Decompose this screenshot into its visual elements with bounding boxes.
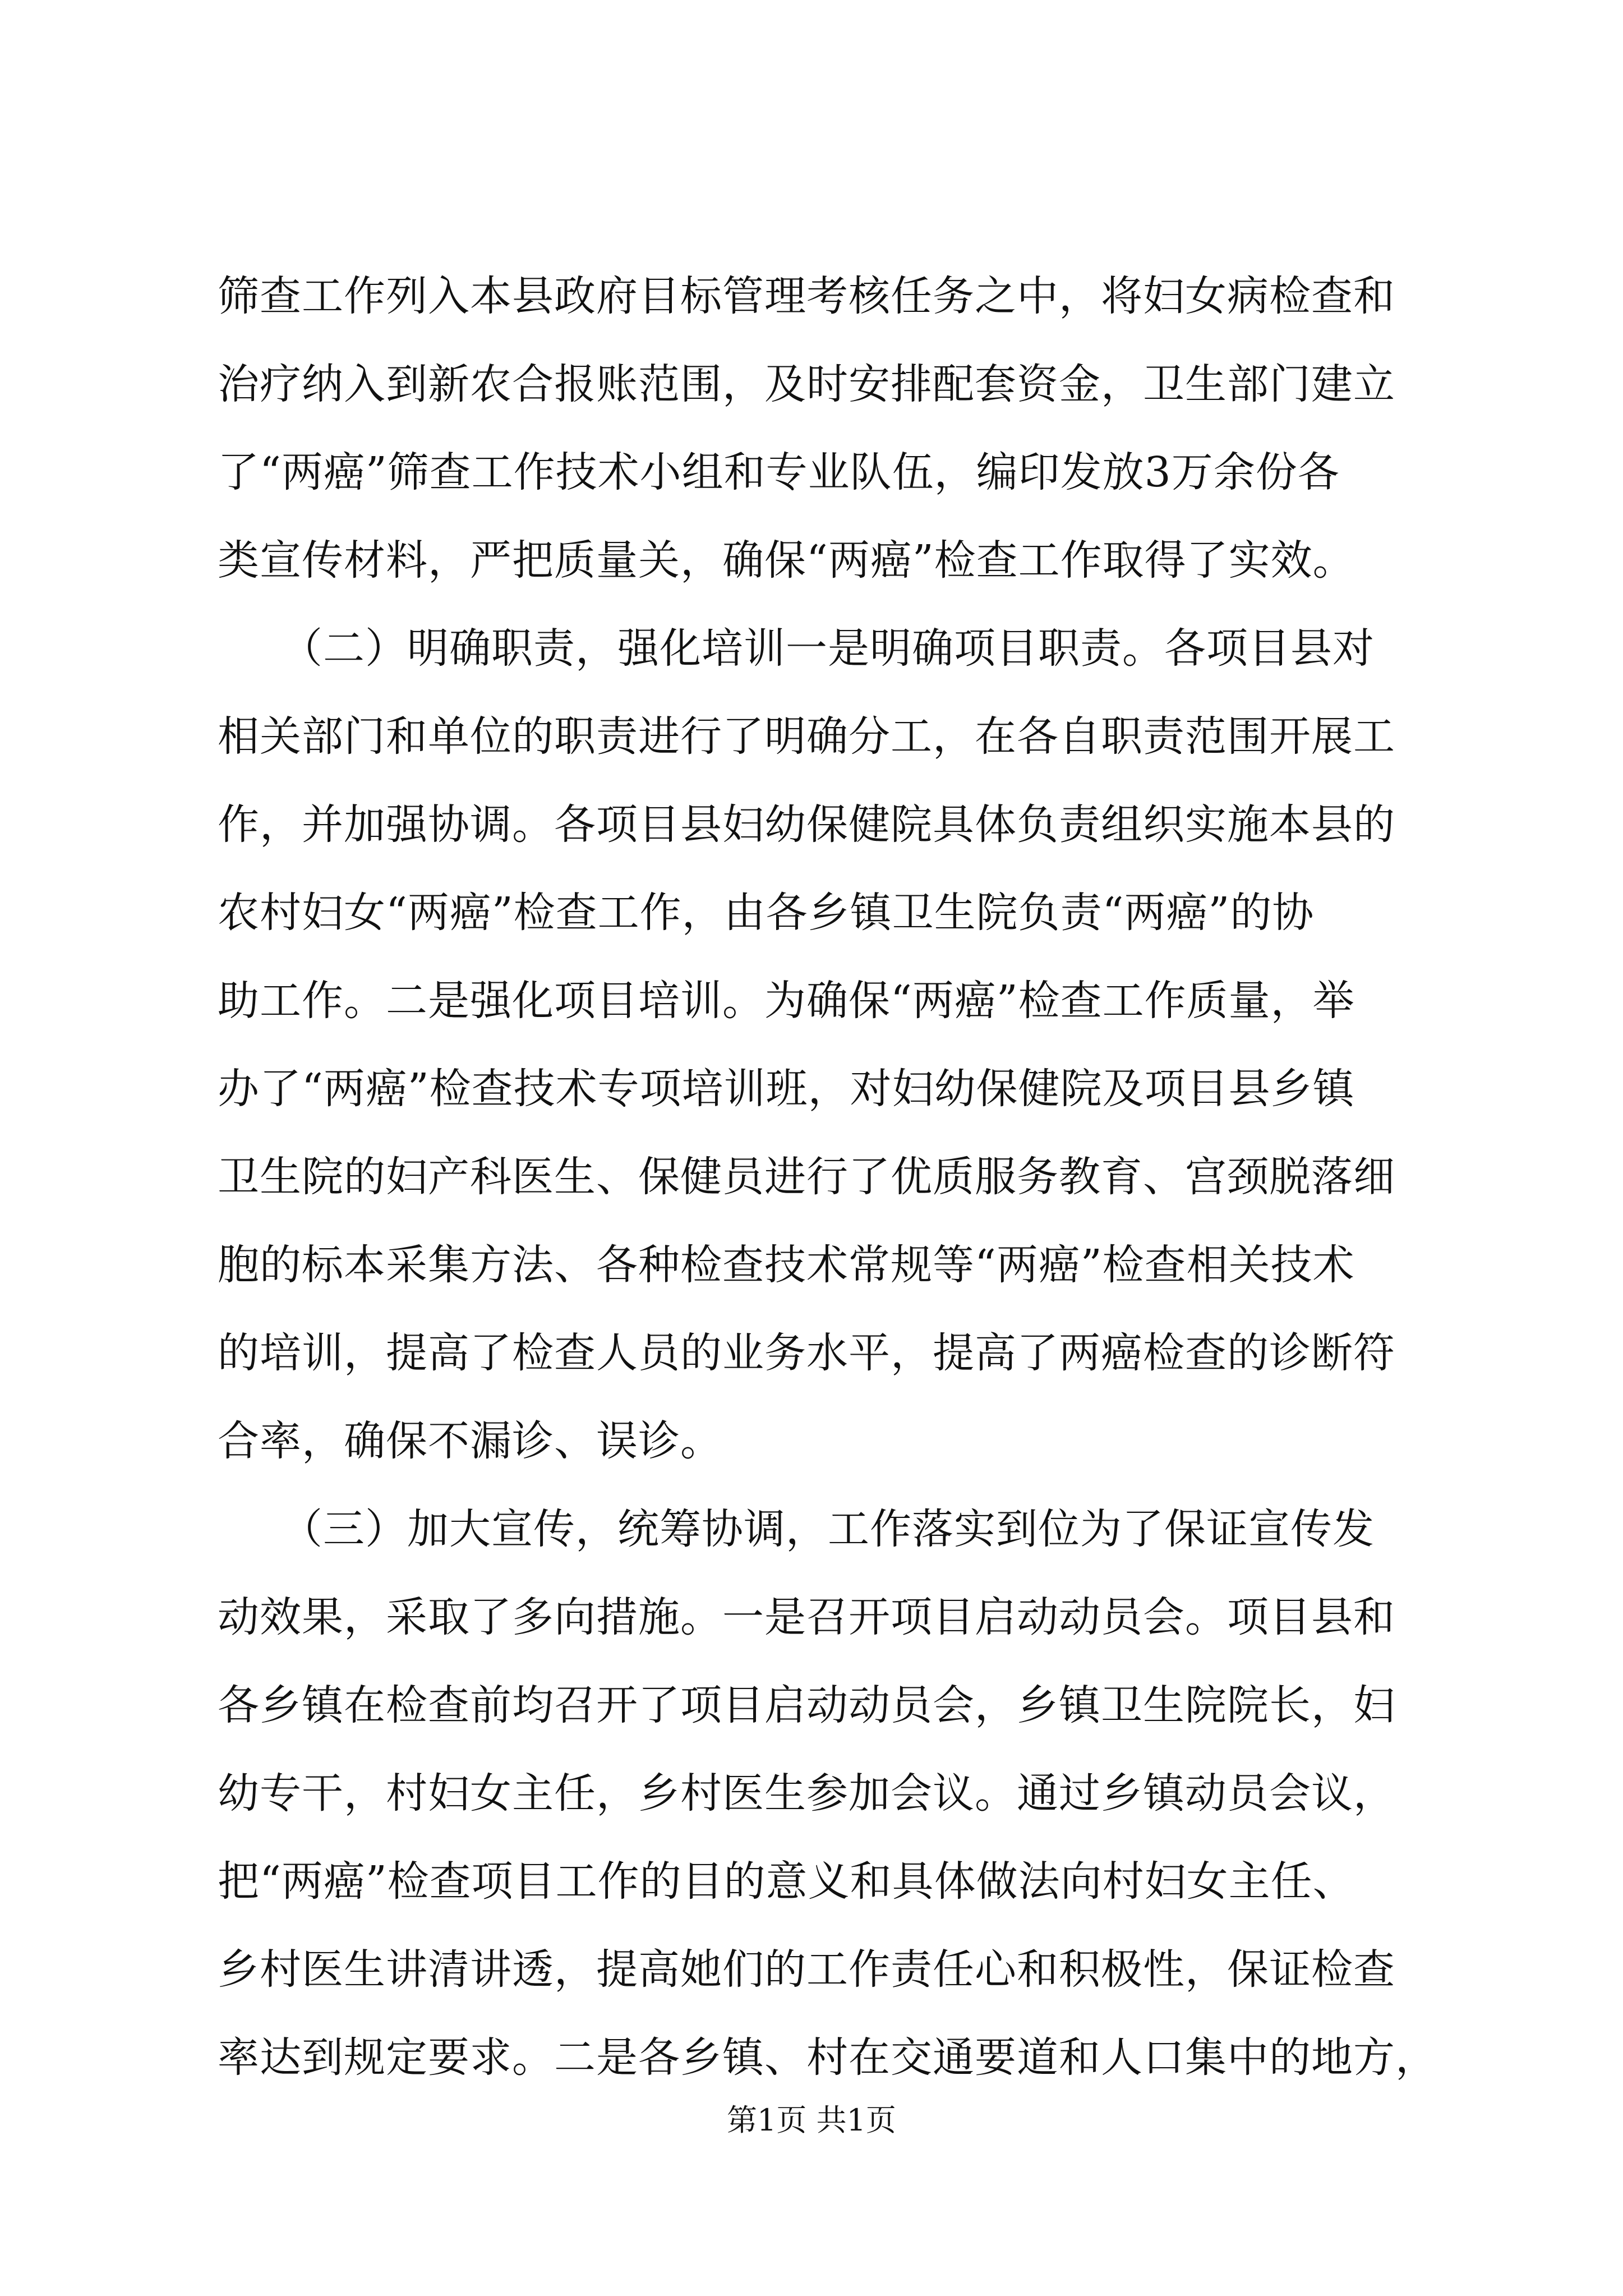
text-line: 乡村医生讲清讲透，提高她们的工作责任心和积极性，保证检查 — [218, 1945, 1395, 1994]
text-line: 率达到规定要求。二是各乡镇、村在交通要道和人口集中的地方， — [218, 2033, 1437, 2082]
text-line: 助工作。二是强化项目培训。为确保“两癌”检查工作质量，举 — [218, 977, 1355, 1025]
text-line: 动效果，采取了多向措施。一是召开项目启动动员会。项目县和 — [218, 1593, 1395, 1641]
text-line: 把“两癌”检查项目工作的目的意义和具体做法向村妇女主任、 — [218, 1857, 1355, 1906]
text-line: 胞的标本采集方法、各种检查技术常规等“两癌”检查相关技术 — [218, 1241, 1355, 1289]
text-line: 作，并加强协调。各项目县妇幼保健院具体负责组织实施本县的 — [218, 800, 1395, 849]
text-line: 的培训，提高了检查人员的业务水平，提高了两癌检查的诊断符 — [218, 1329, 1395, 1377]
text-line: 办了“两癌”检查技术专项培训班，对妇幼保健院及项目县乡镇 — [218, 1065, 1355, 1113]
text-line: 合率，确保不漏诊、误诊。 — [218, 1417, 722, 1465]
text-line: 幼专干，村妇女主任，乡村医生参加会议。通过乡镇动员会议， — [218, 1769, 1395, 1818]
page-footer — [0, 2101, 1623, 2140]
text-line: 类宣传材料，严把质量关，确保“两癌”检查工作取得了实效。 — [218, 536, 1355, 585]
text-line: 治疗纳入到新农合报账范围，及时安排配套资金，卫生部门建立 — [218, 360, 1395, 408]
text-line: 农村妇女“两癌”检查工作，由各乡镇卫生院负责“两癌”的协 — [218, 889, 1315, 937]
text-line: 了“两癌”筛查工作技术小组和专业队伍，编印发放3万余份各 — [218, 448, 1340, 496]
text-line: 筛查工作列入本县政府目标管理考核任务之中，将妇女病检查和 — [218, 272, 1395, 320]
page-number: 第1页 共1页 — [727, 2102, 896, 2138]
text-line: 卫生院的妇产科医生、保健员进行了优质服务教育、宫颈脱落细 — [218, 1153, 1395, 1201]
document-body — [218, 252, 1437, 2102]
text-line: 相关部门和单位的职责进行了明确分工，在各自职责范围开展工 — [218, 712, 1395, 761]
text-line: （三）加大宣传，统筹协调，工作落实到位为了保证宣传发 — [218, 1505, 1375, 1553]
text-line: 各乡镇在检查前均召开了项目启动动员会，乡镇卫生院院长，妇 — [218, 1681, 1395, 1729]
text-line: （二）明确职责，强化培训一是明确项目职责。各项目县对 — [218, 624, 1375, 673]
